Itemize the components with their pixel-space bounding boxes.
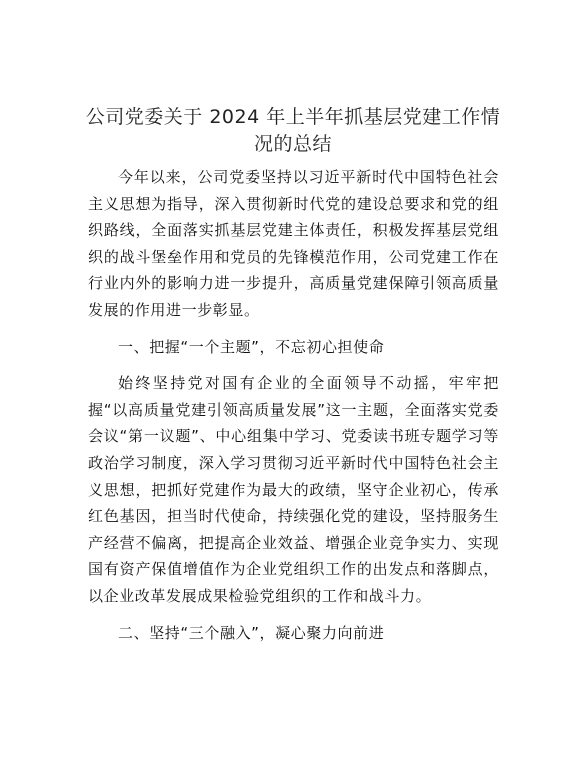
paragraph-intro: 今年以来，公司党委坚持以习近平新时代中国特色社会主义思想为指导，深入贯彻新时代党的建设总要求和党的组织路线，全面落实抓基层党建主体责任，积极发挥基层党组织的战斗堡垒作用和党员的先锋模范作用，公司党建工作在行业内外的影响力进一步提升，高质量党建保障引领高质量发展的作用进一步彰显。 bbox=[88, 168, 499, 319]
section-heading-1: 一、把握“一个主题”，不忘初心担使命 bbox=[118, 337, 385, 356]
paragraph-section-1: 始终坚持党对国有企业的全面领导不动摇，牢牢把握“以高质量党建引领高质量发展”这一主题，全面落实党委会议“第一议题”、中心组集中学习、党委读书班专题学习等政治学习制度，深入学习贯彻习近平新时代中国特色社会主义思想，把抓好党建作为最大的政绩，坚守企业初心，传承红色基因，担当时代使命，持续强化党的建设，坚持服务生产经营不偏离，把提高企业效益、增强企业竞争实力、实现国有资产保值增值作为企业党组织工作的出发点和落脚点，以企业改革发展成果检验党组织的工作和战斗力。 bbox=[88, 374, 499, 605]
section-heading-2: 二、坚持“三个融入”，凝心聚力向前进 bbox=[118, 623, 385, 642]
document-title: 公司党委关于 2024 年上半年抓基层党建工作情况的总结 bbox=[85, 106, 501, 155]
document-body bbox=[88, 164, 499, 656]
